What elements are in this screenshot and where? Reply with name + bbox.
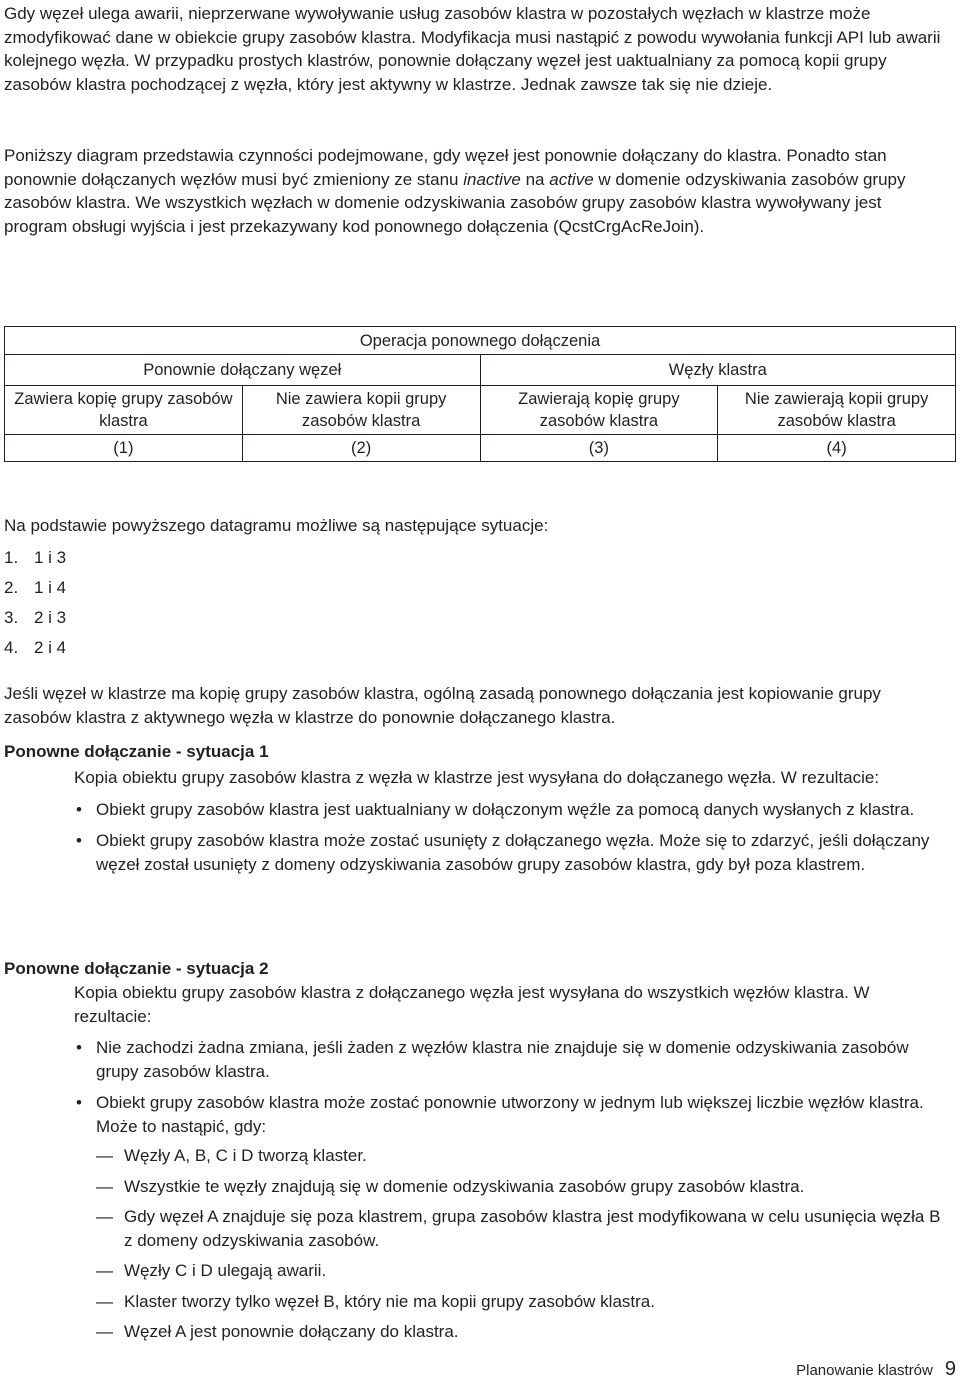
list-number: 2. — [4, 578, 19, 597]
diagram-cell: Nie zawierają kopii grupy zasobów klastra — [718, 386, 956, 435]
list-text: 2 i 3 — [34, 608, 67, 627]
section2-heading: Ponowne dołączanie - sytuacja 2 — [4, 959, 269, 978]
rejoin-diagram-table — [4, 326, 956, 462]
list-text: 1 i 3 — [34, 548, 67, 567]
list-item — [74, 1091, 944, 1344]
list-item: • Obiekt grupy zasobów klastra może zostać usunięty z dołączanego węzła. Może się to zdarzyć, jeśli dołączany węzeł został usunięty z domeny odzyskiwania zasobów grupy zasobów klastra, gdy był poza klastrem. — [74, 829, 944, 876]
list-number: 1. — [4, 548, 19, 567]
list-item: • Nie zachodzi żadna zmiana, jeśli żaden z węzłów klastra nie znajduje się w domenie odzyskiwania zasobów grupy zasobów klastra. — [74, 1036, 944, 1083]
diagram-intro-paragraph — [4, 144, 948, 238]
diagram-title: Operacja ponownego dołączenia — [5, 327, 956, 355]
section2-body — [74, 981, 944, 1352]
section2-bullets — [74, 1036, 944, 1344]
diagram-number: (1) — [5, 435, 243, 462]
dash-item: — Węzły A, B, C i D tworzą klaster. — [96, 1144, 944, 1168]
section2-text: Kopia obiektu grupy zasobów klastra z dołączanego węzła jest wysyłana do wszystkich węzłów klastra. W rezultacie: — [74, 983, 870, 1026]
dash-item: — Klaster tworzy tylko węzeł B, który nie ma kopii grupy zasobów klastra. — [96, 1290, 944, 1314]
para2-part-b: na — [520, 169, 550, 189]
list-item — [4, 573, 66, 603]
active-term: active — [549, 169, 594, 189]
inactive-term: inactive — [463, 169, 521, 189]
section1-body — [74, 766, 944, 884]
list-item — [4, 633, 66, 663]
list-number: 3. — [4, 608, 19, 627]
diagram-cell: Zawierają kopię grupy zasobów klastra — [480, 386, 718, 435]
list-text: 2 i 4 — [34, 638, 67, 657]
diagram-number: (2) — [242, 435, 480, 462]
section1-text: Kopia obiektu grupy zasobów klastra z węzła w klastrze jest wysyłana do dołączanego węzła. W rezultacie: — [74, 768, 880, 787]
page-number: 9 — [944, 1358, 956, 1380]
list-number: 4. — [4, 638, 19, 657]
section1-bullets — [74, 798, 944, 877]
list-item — [4, 603, 66, 633]
footer-title: Planowanie klastrów — [796, 1362, 933, 1379]
diagram-group-rejoining-node: Ponownie dołączany węzeł — [5, 355, 481, 386]
list-item: • Obiekt grupy zasobów klastra jest uaktualniany w dołączonym węźle za pomocą danych wysłanych z klastra. — [74, 798, 944, 822]
diagram-number: (3) — [480, 435, 718, 462]
para2-part-a: Poniższy diagram przedstawia czynności podejmowane, gdy węzeł jest ponownie dołączany do klastra. Ponadto stan ponownie dołączanych węzłów musi być zmieniony ze stanu — [4, 146, 887, 189]
list-item — [4, 543, 66, 573]
situations-intro: Na podstawie powyższego datagramu możliwe są następujące sytuacje: — [4, 516, 549, 535]
section2-dash-list — [96, 1144, 944, 1344]
section1-heading: Ponowne dołączanie - sytuacja 1 — [4, 742, 269, 761]
intro-paragraph: Gdy węzeł ulega awarii, nieprzerwane wywoływanie usług zasobów klastra w pozostałych węzłach w klastrze może zmodyfikować dane w obiekcie grupy zasobów klastra. Modyfikacja musi nastąpić z powodu wywołania funkcji API lub awarii kolejnego węzła. W przypadku prostych klastrów, ponownie dołączany węzeł jest uaktualniany za pomocą kopii grupy zasobów klastra pochodzącej z węzła, który jest aktywny w klastrze. Jednak zawsze tak się nie dzieje. — [4, 4, 941, 94]
diagram-cell: Nie zawiera kopii grupy zasobów klastra — [242, 386, 480, 435]
dash-item: — Węzły C i D ulegają awarii. — [96, 1259, 944, 1283]
diagram-group-cluster-nodes: Węzły klastra — [480, 355, 956, 386]
list-text: 1 i 4 — [34, 578, 67, 597]
diagram-number: (4) — [718, 435, 956, 462]
situations-list — [4, 543, 66, 663]
para2-part-c: w domenie odzyskiwania zasobów grupy zasobów klastra. We wszystkich węzłach w domenie odzyskiwania zasobów grupy zasobów klastra wywoływany jest program obsługi wyjścia i jest przekazywany kod ponownego dołączenia (QcstCrgAcReJoin). — [4, 169, 906, 236]
dash-item: — Węzeł A jest ponownie dołączany do klastra. — [96, 1320, 944, 1344]
page-footer — [796, 1358, 956, 1383]
list-text: Obiekt grupy zasobów klastra może zostać ponownie utworzony w jednym lub większej liczbie węzłów klastra. Może to nastąpić, gdy: — [96, 1093, 924, 1136]
dash-item: — Wszystkie te węzły znajdują się w domenie odzyskiwania zasobów grupy zasobów klastra. — [96, 1175, 944, 1199]
general-rule-paragraph: Jeśli węzeł w klastrze ma kopię grupy zasobów klastra, ogólną zasadą ponownego dołączania jest kopiowanie grupy zasobów klastra z aktywnego węzła w klastrze do ponownie dołączanego klastra. — [4, 684, 881, 727]
diagram-cell: Zawiera kopię grupy zasobów klastra — [5, 386, 243, 435]
dash-item: — Gdy węzeł A znajduje się poza klastrem, grupa zasobów klastra jest modyfikowana w celu usunięcia węzła B z domeny odzyskiwania zasobów. — [96, 1205, 944, 1252]
